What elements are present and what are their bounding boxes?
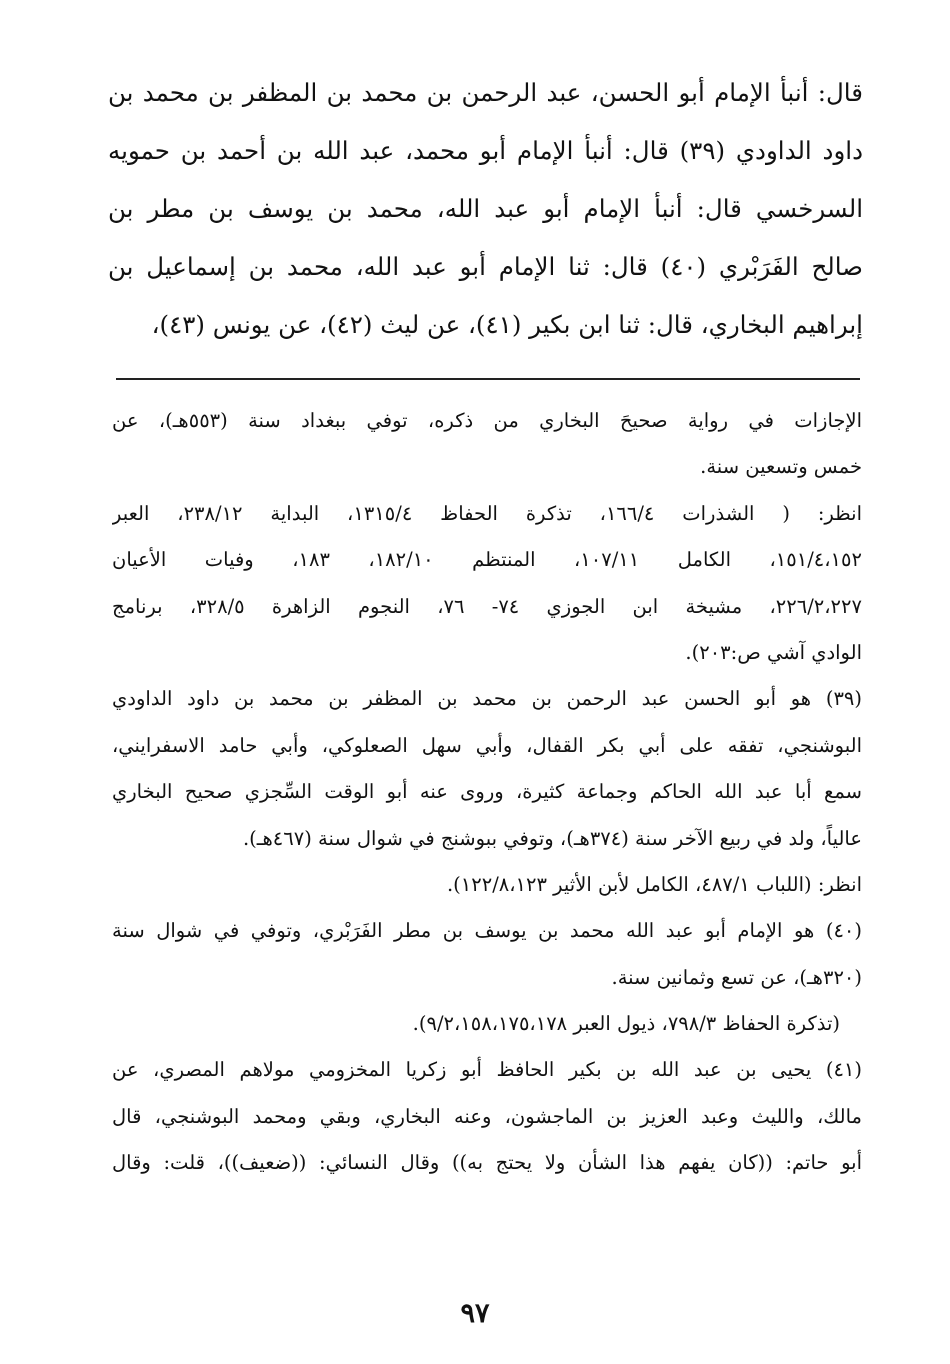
footnote-line: الإجازات في رواية صحيحَ البخاري من ذكره، توفي ببغداد سنة (٥٥٣هـ)، عن (112, 409, 862, 432)
footnotes (112, 398, 862, 1187)
footnote-line: مالك، والليث وعبد العزيز بن الماجشون، وعنه البخاري، وبقي ومحمد البوشنجي، قال (112, 1104, 862, 1128)
footnote-line: (٤١) يحيى بن عبد الله بن بكير الحافظ أبو زكريا المخزومي مولاهم المصري، عن (112, 1058, 862, 1082)
main-text-line: إبراهيم البخاري، قال: ثنا ابن بكير (٤١)، عن ليث (٤٢)، عن يونس (٤٣)، (151, 310, 863, 339)
footnote-line: (٣٩) هو أبو الحسن عبد الرحمن بن محمد بن المظفر بن محمد بن داود الداودي (112, 687, 862, 711)
main-text-line: داود الداودي (٣٩) قال: أنبأ الإمام أبو محمد، عبد الله بن أحمد بن حمويه (108, 136, 863, 165)
footnote-line: ١٥١/٤،١٥٢، الكامل ١٠٧/١١، المنتظم ١٨٢/١٠، ١٨٣، وفيات الأعيان (112, 548, 862, 572)
footnote-line: انظر: ( الشذرات ١٦٦/٤، تذكرة الحفاظ ١٣١٥/٤، البداية ٢٣٨/١٢، العبر (112, 501, 862, 525)
page-number: ٩٧ (460, 1298, 490, 1329)
footnote-line: عالياً، ولد في ربيع الآخر سنة (٣٧٤هـ)، وتوفي ببوشنج في شوال سنة (٤٦٧هـ). (242, 826, 862, 850)
footnote-line: (تذكرة الحفاظ ٧٩٨/٣، ذيول العبر ٩/٢،١٥٨،١٧٥،١٧٨). (412, 1012, 840, 1036)
main-text-line: السرخسي قال: أنبأ الإمام أبو عبد الله، محمد بن يوسف بن مطر بن (108, 194, 863, 223)
footnote-line: انظر: (اللباب ٤٨٧/١، الكامل لأبن الأثير ١٢٢/٨،١٢٣). (446, 872, 862, 896)
main-text-line: قال: أنبأ الإمام أبو الحسن، عبد الرحمن بن محمد بن المظفر بن محمد بن (108, 78, 863, 107)
main-text (108, 64, 863, 354)
footnote-line: (٤٠) هو الإمام أبو عبد الله محمد بن يوسف بن مطر الفَرَبْري، وتوفي في شوال سنة (112, 919, 862, 943)
footnote-line: الوادي آشي ص:٢٠٣). (685, 640, 862, 664)
footnote-line: البوشنجي، تفقه على أبي بكر القفال، وأبي سهل الصعلوكي، وأبي حامد الاسفرايني، (112, 733, 862, 757)
footnote-separator (116, 378, 860, 380)
main-text-line: صالح الفَرَبْري (٤٠) قال: ثنا الإمام أبو عبد الله، محمد بن إسماعيل بن (108, 252, 863, 281)
footnote-line: أبو حاتم: ((كان يفهم هذا الشأن ولا يحتج به)) وقال النسائي: ((ضعيف))، قلت: وقال (112, 1151, 862, 1175)
footnote-line: سمع أبا عبد الله الحاكم وجماعة كثيرة، وروى عنه أبو الوقت السِّجزي صحيح البخاري (112, 780, 862, 804)
footnote-line: ٢٢٦/٢،٢٢٧، مشيخة ابن الجوزي ٧٤- ٧٦، النجوم الزاهرة ٣٢٨/٥، برنامج (112, 594, 862, 618)
footnote-line: خمس وتسعين سنة. (700, 455, 862, 479)
footnote-line: (٣٢٠هـ)، عن تسع وثمانين سنة. (611, 965, 862, 989)
